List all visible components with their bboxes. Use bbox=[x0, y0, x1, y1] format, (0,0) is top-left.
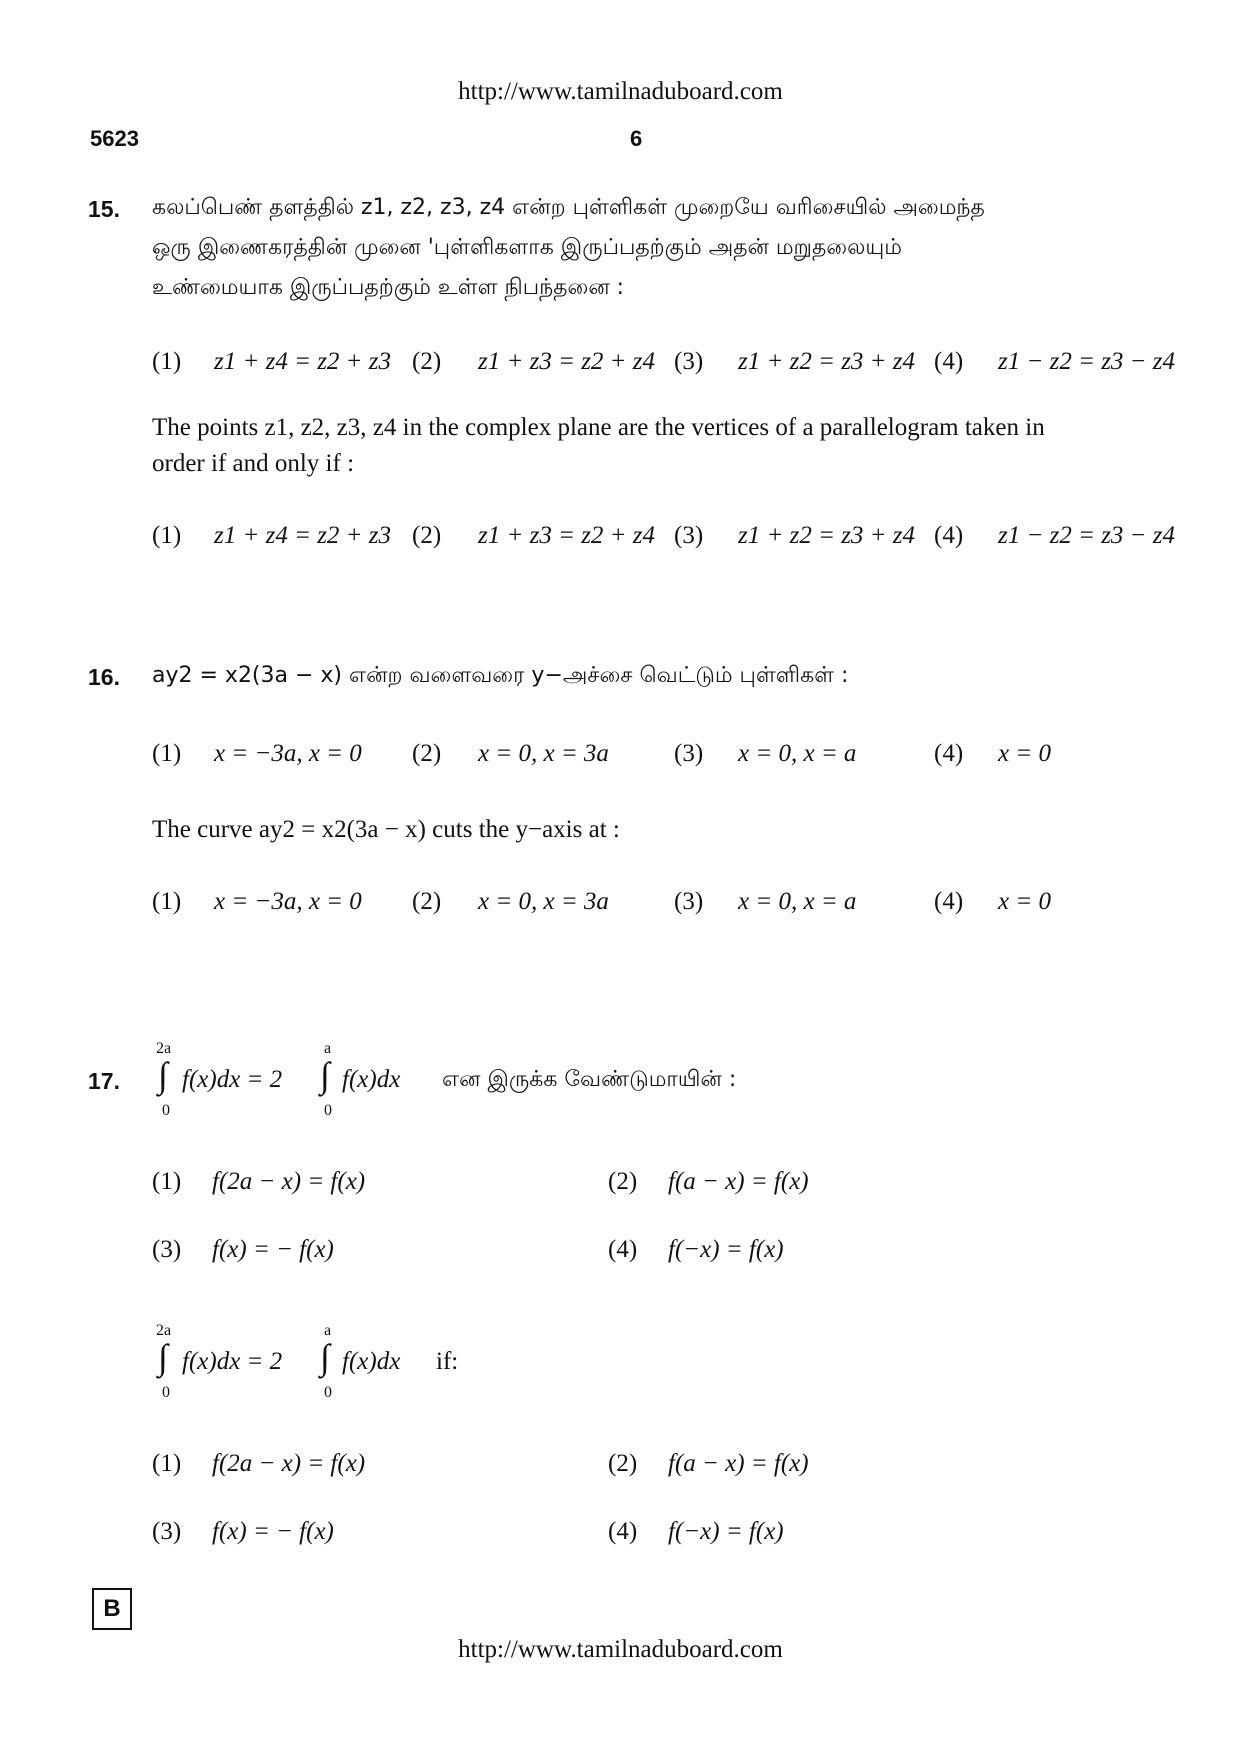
q17e-opt4-text: f(−x) = f(x) bbox=[668, 1518, 784, 1545]
q17t-opt4-num: (4) bbox=[608, 1236, 638, 1263]
q17t-opt1-text: f(2a − x) = f(x) bbox=[212, 1168, 366, 1195]
q15t-opt2-text: z1 + z3 = z2 + z4 bbox=[478, 348, 656, 375]
q15t-opt1-text: z1 + z4 = z2 + z3 bbox=[214, 348, 392, 375]
q16t-opt1-num: (1) bbox=[152, 740, 182, 767]
q17t-upper-limit-1: 2a bbox=[156, 1040, 172, 1057]
q15t-opt4-text: z1 − z2 = z3 − z4 bbox=[998, 348, 1176, 375]
q17e-integrand-2: f(x)dx bbox=[342, 1348, 401, 1375]
q17t-integrand-1: f(x)dx = 2 bbox=[182, 1066, 283, 1093]
q17t-lower-limit-1: 0 bbox=[162, 1102, 170, 1119]
q17t-opt3-num: (3) bbox=[152, 1236, 182, 1263]
q16e-opt4-text: x = 0 bbox=[998, 888, 1051, 915]
q17-tamil-options bbox=[152, 1168, 1052, 1268]
q17e-integrand-1: f(x)dx = 2 bbox=[182, 1348, 283, 1375]
q15e-opt4-text: z1 − z2 = z3 − z4 bbox=[998, 522, 1176, 549]
q15-english-text bbox=[152, 410, 1162, 482]
q17e-integral-sign-1: ∫ bbox=[158, 1337, 168, 1377]
q17e-opt4-num: (4) bbox=[608, 1518, 638, 1545]
q15e-opt1-num: (1) bbox=[152, 522, 182, 549]
q15e-opt1-text: z1 + z4 = z2 + z3 bbox=[214, 522, 392, 549]
q15t-opt3-text: z1 + z2 = z3 + z4 bbox=[738, 348, 916, 375]
question-number-17: 17. bbox=[88, 1068, 120, 1094]
q17e-opt3-num: (3) bbox=[152, 1518, 182, 1545]
q17e-integral-sign-2: ∫ bbox=[320, 1337, 330, 1377]
booklet-series-box: B bbox=[92, 1588, 132, 1630]
q16-tamil-text: ay2 = x2(3a − x) என்ற வளைவரை y−அச்சை வெட்டும் புள்ளிகள் : bbox=[152, 663, 849, 688]
q15-tamil-text bbox=[152, 188, 1162, 308]
q15e-opt3-num: (3) bbox=[674, 522, 704, 549]
q16t-opt4-text: x = 0 bbox=[998, 740, 1051, 767]
q17t-integrand-2: f(x)dx bbox=[342, 1066, 401, 1093]
q17t-opt2-num: (2) bbox=[608, 1168, 638, 1195]
header-url[interactable]: http://www.tamilnaduboard.com bbox=[458, 78, 783, 105]
q17t-opt4-text: f(−x) = f(x) bbox=[668, 1236, 784, 1263]
q17t-opt2-text: f(a − x) = f(x) bbox=[668, 1168, 809, 1195]
q15e-opt2-num: (2) bbox=[412, 522, 442, 549]
q16t-opt3-num: (3) bbox=[674, 740, 704, 767]
q17-tamil-suffix: என இருக்க வேண்டுமாயின் : bbox=[442, 1067, 737, 1092]
q17t-opt1-num: (1) bbox=[152, 1168, 182, 1195]
q16-english-text: The curve ay2 = x2(3a − x) cuts the y−axis at : bbox=[152, 816, 620, 843]
q17-english-suffix: if: bbox=[436, 1348, 459, 1375]
q17t-lower-limit-2: 0 bbox=[324, 1102, 332, 1119]
q16e-opt3-text: x = 0, x = a bbox=[738, 888, 857, 915]
q16e-opt3-num: (3) bbox=[674, 888, 704, 915]
q15-english-line-1: The points z1, z2, z3, z4 in the complex plane are the vertices of a parallelogram taken in bbox=[152, 414, 1045, 441]
q15t-opt1-num: (1) bbox=[152, 348, 182, 375]
q17t-integral-sign-2: ∫ bbox=[320, 1055, 330, 1095]
q15t-opt4-num: (4) bbox=[934, 348, 964, 375]
q16t-opt2-num: (2) bbox=[412, 740, 442, 767]
q16e-opt2-num: (2) bbox=[412, 888, 442, 915]
q17e-opt2-num: (2) bbox=[608, 1450, 638, 1477]
q15t-opt3-num: (3) bbox=[674, 348, 704, 375]
q17-tamil-integral bbox=[152, 1040, 1052, 1120]
q17-english-integral bbox=[152, 1322, 1052, 1402]
q16t-opt1-text: x = −3a, x = 0 bbox=[214, 740, 362, 767]
q16e-opt4-num: (4) bbox=[934, 888, 964, 915]
q15-tamil-line-1: கலப்பெண் தளத்தில் z1, z2, z3, z4 என்ற புள்ளிகள் முறையே வரிசையில் அமைந்த bbox=[152, 195, 985, 220]
q15-tamil-line-2: ஒரு இணைகரத்தின் முனை 'புள்ளிகளாக இருப்பதற்கும் அதன் மறுதலையும் bbox=[152, 235, 902, 260]
footer-url[interactable]: http://www.tamilnaduboard.com bbox=[458, 1636, 783, 1663]
q16t-opt3-text: x = 0, x = a bbox=[738, 740, 857, 767]
q17e-upper-limit-2: a bbox=[324, 1322, 332, 1339]
q16t-opt2-text: x = 0, x = 3a bbox=[478, 740, 609, 767]
q15e-opt2-text: z1 + z3 = z2 + z4 bbox=[478, 522, 656, 549]
q15t-opt2-num: (2) bbox=[412, 348, 442, 375]
paper-code: 5623 bbox=[90, 126, 139, 151]
q16e-opt1-num: (1) bbox=[152, 888, 182, 915]
q15-english-line-2: order if and only if : bbox=[152, 450, 355, 477]
q17e-opt1-text: f(2a − x) = f(x) bbox=[212, 1450, 366, 1477]
q16e-opt2-text: x = 0, x = 3a bbox=[478, 888, 609, 915]
q17e-opt2-text: f(a − x) = f(x) bbox=[668, 1450, 809, 1477]
question-number-15: 15. bbox=[88, 196, 120, 222]
page-number: 6 bbox=[630, 126, 643, 151]
q15e-opt4-num: (4) bbox=[934, 522, 964, 549]
q17e-opt1-num: (1) bbox=[152, 1450, 182, 1477]
q17t-upper-limit-2: a bbox=[324, 1040, 332, 1057]
question-number-16: 16. bbox=[88, 664, 120, 690]
q17e-upper-limit-1: 2a bbox=[156, 1322, 172, 1339]
q17e-lower-limit-2: 0 bbox=[324, 1384, 332, 1401]
q17t-integral-sign-1: ∫ bbox=[158, 1055, 168, 1095]
q17-english-options bbox=[152, 1450, 1052, 1550]
q16e-opt1-text: x = −3a, x = 0 bbox=[214, 888, 362, 915]
q15-tamil-line-3: உண்மையாக இருப்பதற்கும் உள்ள நிபந்தனை : bbox=[152, 275, 625, 300]
q15e-opt3-text: z1 + z2 = z3 + z4 bbox=[738, 522, 916, 549]
q17t-opt3-text: f(x) = − f(x) bbox=[212, 1236, 334, 1263]
q16t-opt4-num: (4) bbox=[934, 740, 964, 767]
q17e-opt3-text: f(x) = − f(x) bbox=[212, 1518, 334, 1545]
q17e-lower-limit-1: 0 bbox=[162, 1384, 170, 1401]
